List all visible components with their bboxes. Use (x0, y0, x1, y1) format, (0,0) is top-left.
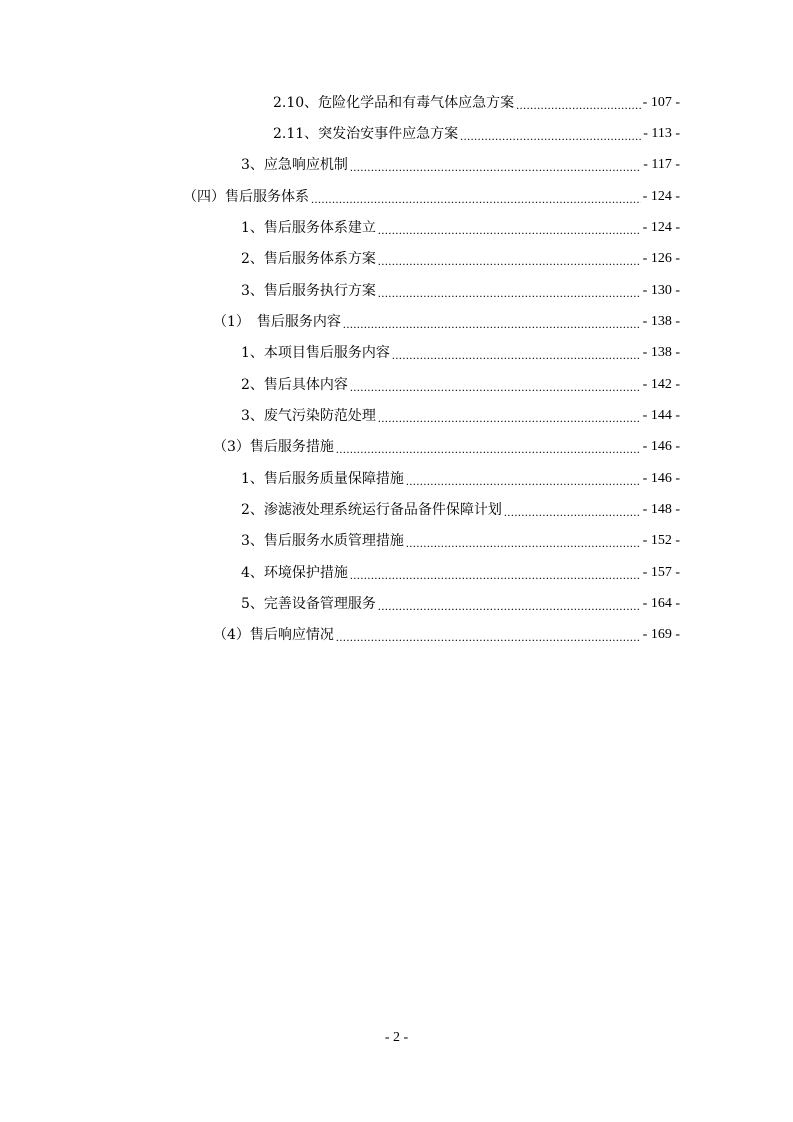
toc-entry-label: （4）售后响应情况 (213, 627, 334, 643)
toc-entry-label: 2、售后服务体系方案 (241, 251, 376, 267)
toc-entry-label: 2.11、突发治安事件应急方案 (273, 126, 459, 142)
toc-entry-label: 4、环境保护措施 (241, 565, 348, 581)
toc-entry-label: 1、售后服务质量保障措施 (241, 471, 404, 487)
toc-entry-page: - 148 - (642, 502, 680, 517)
toc-entry-page: - 144 - (642, 408, 680, 423)
toc-entry-label: 3、售后服务水质管理措施 (241, 533, 404, 549)
toc-entry-page: - 142 - (642, 377, 680, 392)
toc-entry[interactable] (241, 374, 680, 396)
toc-leader-dots (336, 628, 641, 646)
toc-leader-dots (343, 315, 641, 333)
toc-entry[interactable] (241, 154, 680, 176)
toc-entry-label: 2、渗滤液处理系统运行备品备件保障计划 (241, 502, 502, 518)
toc-entry[interactable] (241, 280, 680, 302)
toc-entry[interactable] (241, 562, 680, 584)
toc-entry-page: - 152 - (642, 533, 680, 548)
toc-leader-dots (350, 158, 641, 176)
toc-leader-dots (406, 472, 641, 490)
toc-entry[interactable] (241, 248, 680, 270)
toc-leader-dots (311, 190, 641, 208)
toc-entry[interactable] (183, 186, 680, 208)
page-number: - 2 - (384, 1030, 409, 1045)
toc-entry-label: 3、应急响应机制 (241, 157, 348, 173)
toc-entry[interactable] (213, 624, 680, 646)
toc-entry[interactable] (241, 342, 680, 364)
toc-entry-label: 3、售后服务执行方案 (241, 283, 376, 299)
toc-leader-dots (336, 440, 641, 458)
toc-entry-page: - 117 - (643, 157, 680, 172)
toc-entry[interactable] (241, 530, 680, 552)
toc-leader-dots (378, 221, 641, 239)
toc-entry-label: 2.10、危险化学品和有毒气体应急方案 (273, 95, 515, 111)
toc-entry[interactable] (273, 92, 680, 114)
toc-entry[interactable] (241, 499, 680, 521)
toc-entry-page: - 164 - (642, 596, 680, 611)
toc-entry-page: - 146 - (642, 439, 680, 454)
toc-entry-label: 5、完善设备管理服务 (241, 596, 376, 612)
toc-entry-page: - 169 - (642, 627, 680, 642)
toc-entry-label: 1、售后服务体系建立 (241, 220, 376, 236)
toc-entry-page: - 124 - (642, 220, 680, 235)
toc-leader-dots (406, 534, 641, 552)
toc-entry[interactable] (273, 123, 680, 145)
toc-entry-page: - 146 - (642, 471, 680, 486)
toc-entry-page: - 157 - (642, 565, 680, 580)
toc-entry-page: - 138 - (642, 314, 680, 329)
toc-entry-label: 2、售后具体内容 (241, 377, 348, 393)
toc-entry[interactable] (213, 311, 680, 333)
toc-entry[interactable] (241, 593, 680, 615)
toc-entry-label: （四）售后服务体系 (183, 189, 309, 205)
toc-leader-dots (504, 503, 641, 521)
toc-entry-page: - 126 - (642, 251, 680, 266)
toc-leader-dots (392, 346, 641, 364)
toc-entry-label: （1） 售后服务内容 (213, 314, 341, 330)
toc-entry-label: 1、本项目售后服务内容 (241, 345, 390, 361)
toc-entry[interactable] (241, 468, 680, 490)
toc-entry-page: - 138 - (642, 345, 680, 360)
toc-leader-dots (460, 127, 641, 145)
toc-leader-dots (516, 96, 641, 114)
toc-leader-dots (378, 284, 641, 302)
toc-entry-label: 3、废气污染防范处理 (241, 408, 376, 424)
toc-leader-dots (350, 566, 641, 584)
toc-leader-dots (378, 597, 641, 615)
toc-entry-page: - 124 - (642, 189, 680, 204)
toc-leader-dots (378, 409, 641, 427)
toc-entry[interactable] (241, 405, 680, 427)
toc-entry[interactable] (213, 436, 680, 458)
toc-entry-label: （3）售后服务措施 (213, 439, 334, 455)
toc-leader-dots (350, 378, 641, 396)
toc-entry-page: - 130 - (642, 283, 680, 298)
toc-entry-page: - 113 - (643, 126, 680, 141)
toc-entry[interactable] (241, 217, 680, 239)
toc-entry-page: - 107 - (642, 95, 680, 110)
toc-leader-dots (378, 252, 641, 270)
